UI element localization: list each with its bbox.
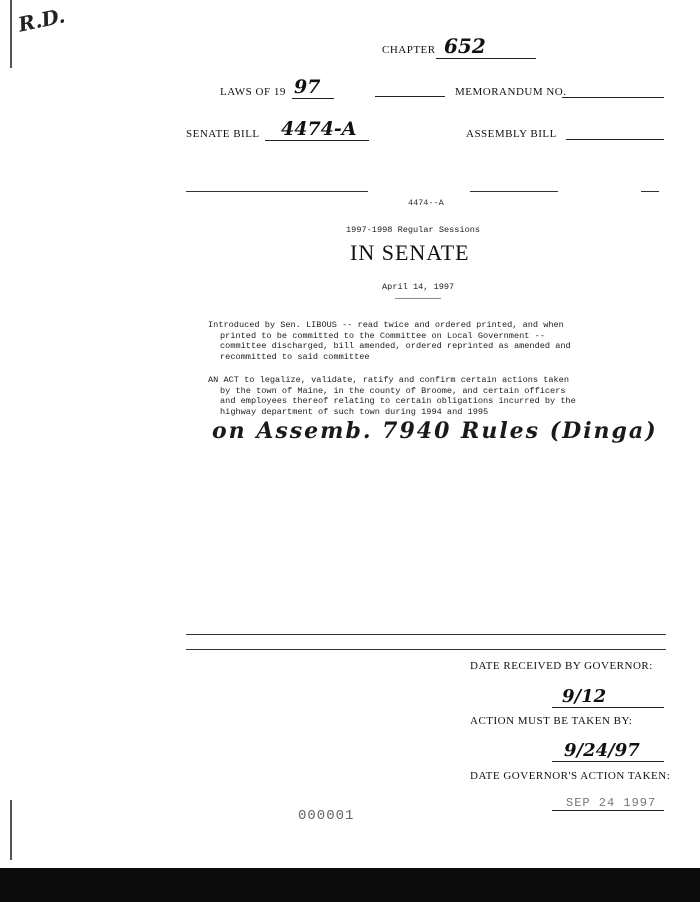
memorandum-line [562, 97, 664, 98]
session-label: 1997-1998 Regular Sessions [346, 225, 481, 235]
page-number: 000001 [298, 808, 355, 824]
introduction-date: April 14, 1997 [382, 282, 455, 292]
memorandum-label: MEMORANDUM NO. [455, 86, 567, 98]
laws-year: 97 [292, 76, 334, 99]
chapter-number: 652 [436, 34, 536, 59]
bill-print-number: 4474--A [408, 198, 444, 208]
chamber-title: IN SENATE [350, 240, 470, 265]
laws-label: LAWS OF 19 [220, 86, 286, 98]
footer-rule-2 [186, 649, 666, 650]
laws-extra-line [375, 96, 445, 97]
handwritten-note: on Assemb. 7940 Rules (Dinga) [212, 418, 658, 444]
introduced-line: Introduced by Sen. LIBOUS -- read twice and ordered printed, and when [208, 320, 564, 330]
act-line: highway department of such town during 1994 and 1995 [220, 406, 489, 417]
action-deadline-label: ACTION MUST BE TAKEN BY: [470, 715, 633, 727]
action-taken-label: DATE GOVERNOR'S ACTION TAKEN: [470, 770, 671, 782]
introduced-line: printed to be committed to the Committee on Local Government -- [220, 330, 545, 341]
chapter-label: CHAPTER [382, 44, 436, 56]
senate-bill-label: SENATE BILL [186, 128, 260, 140]
date-rule [395, 298, 441, 299]
introduced-line: recommitted to said committee [220, 351, 370, 362]
scan-edge-bottom [10, 800, 12, 860]
date-received-value: 9/12 [552, 686, 664, 708]
header-rule-mid [470, 191, 558, 192]
act-line: by the town of Maine, in the county of Broome, and certain officers [220, 385, 566, 396]
introduced-paragraph [208, 320, 648, 362]
senate-bill-number: 4474-A [265, 118, 369, 141]
assembly-bill-line [566, 139, 664, 140]
assembly-bill-label: ASSEMBLY BILL [466, 128, 557, 140]
act-line: and employees thereof relating to certain obligations incurred by the [220, 396, 576, 407]
scan-edge-top [10, 0, 12, 68]
act-line: AN ACT to legalize, validate, ratify and confirm certain actions taken [208, 375, 569, 385]
action-deadline-value: 9/24/97 [552, 740, 664, 762]
corner-initials: R.D. [16, 3, 68, 37]
footer-rule-1 [186, 634, 666, 635]
header-rule-right [641, 191, 659, 192]
date-received-label: DATE RECEIVED BY GOVERNOR: [470, 660, 653, 672]
introduced-line: committee discharged, bill amended, ordered reprinted as amended and [220, 341, 571, 352]
scan-bottom-edge [0, 868, 700, 902]
header-rule-left [186, 191, 368, 192]
act-paragraph [208, 375, 648, 417]
action-taken-stamp: SEP 24 1997 [552, 796, 664, 811]
